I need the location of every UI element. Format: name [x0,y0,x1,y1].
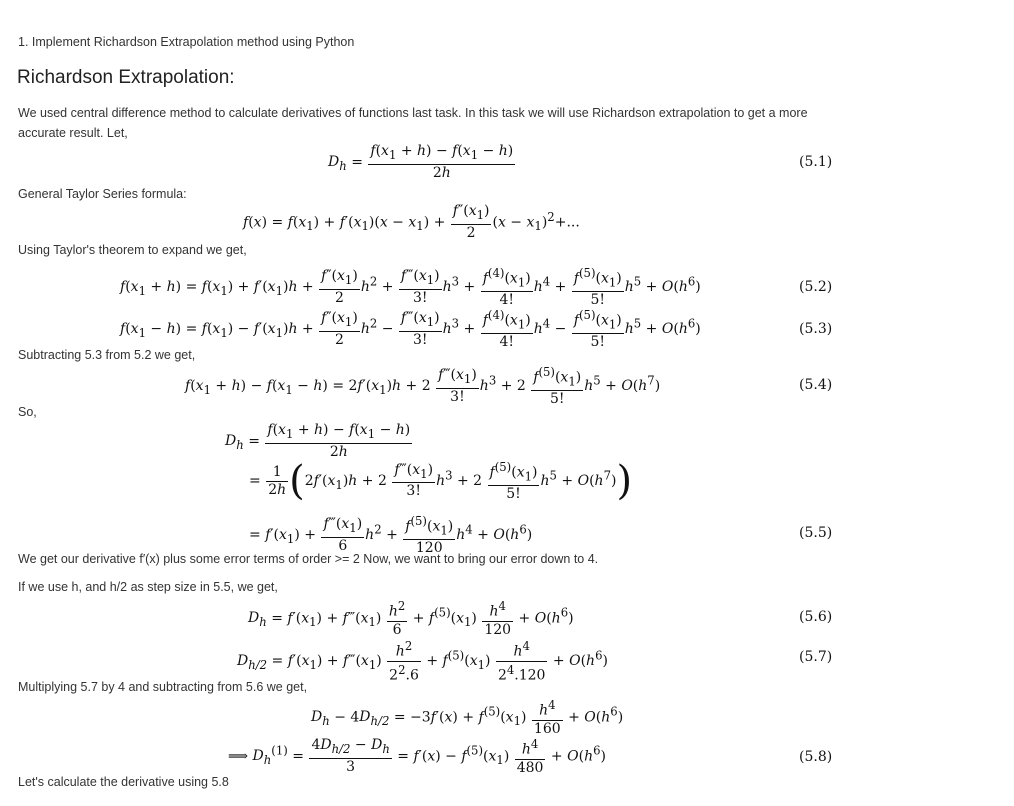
so-label: So, [18,405,37,419]
equation-5-8: ⟹ $D_h^{(1)}$ = $\frac{4D_{h/2} - D_h}{3}$ = $f'(x) - f^{(5)}(x_1)$ $\frac{h^4}{480}$ + $O(h^6)$ [228,736,606,776]
equation-number: (5.6) [799,609,833,625]
equation-number: (5.4) [799,377,833,393]
taylor-label: General Taylor Series formula: [18,187,187,201]
stepsize-text: If we use h, and h/2 as step size in 5.5, we get, [18,580,278,594]
equation-number: (5.1) [799,154,833,170]
equation-derived: $D_h - 4D_{h/2} = -3f'(x) + f^{(5)}(x_1)$ $\frac{h^4}{160}$ + $O(h^6)$ [311,698,624,737]
multiply-text: Multiplying 5.7 by 4 and subtracting from 5.6 we get, [18,680,308,694]
equation-number: (5.7) [799,649,833,665]
intro-paragraph: We used central difference method to calculate derivatives of functions last task. In this task we will use Richardson extrapolation to get a more accurate result. Let, [18,106,808,140]
equation-number: (5.8) [799,749,833,765]
equation-taylor: $f(x) = f(x_1) + f'(x_1)(x - x_1)$ + $\frac{f''(x_1)}{2}$ $(x - x_1)^2+$... [243,203,580,241]
item-heading: 1. Implement Richardson Extrapolation method using Python [18,35,355,49]
error-text: We get our derivative f′(x) plus some error terms of order >= 2 Now, we want to bring our error down to 4. [18,552,599,566]
equation-number: (5.5) [799,525,833,541]
equation-number: (5.2) [799,279,833,295]
equation-5-6: $D_h = f'(x_1)$ + $f‴(x_1)$ $\frac{h^2}{6}$ + $f^{(5)}(x_1)$ $\frac{h^4}{120}$ + $O(h^6)$ [248,599,574,638]
equation-5-2: $f(x_1 + h) = f(x_1) + f'(x_1)h$ + $\frac{f''(x_1)}{2}$ $h^2$ + $\frac{f‴(x_1)}{3!}$ $h^3$ + $\frac{f^{(4)}(x_1)}{4!}$ $h^4$ + $\frac{f^{(5)}(x_1)}{5!}$ $h^5 + O(h^6)$ [120,266,701,309]
final-text: Let's calculate the derivative using 5.8 [18,775,229,789]
equation-5-4: $f(x_1 + h) - f(x_1 - h) = 2f'(x_1)h + 2$ $\frac{f‴(x_1)}{3!}$ $h^3 + 2$ $\frac{f^{(5)}(x_1)}{5!}$ $h^5 + O(h^7)$ [185,365,661,408]
equation-5-5-line-3: = $f'(x_1)$ + $\frac{f‴(x_1)}{6}$ $h^2$ + $\frac{f^{(5)}(x_1)}{120}$ $h^4 + O(h^6)$ [249,514,533,557]
subtract-label: Subtracting 5.3 from 5.2 we get, [18,348,196,362]
equation-5-7: $D_{h/2} = f'(x_1)$ + $f‴(x_1)$ $\frac{h^2}{2^2.6}$ + $f^{(5)}(x_1)$ $\frac{h^4}{2^4.120}$ + $O(h^6)$ [237,639,608,684]
equation-5-3: $f(x_1 - h) = f(x_1) - f'(x_1)h$ + $\frac{f''(x_1)}{2}$ $h^2$ − $\frac{f‴(x_1)}{3!}$ $h^3$ + $\frac{f^{(4)}(x_1)}{4!}$ $h^4$ − $\frac{f^{(5)}(x_1)}{5!}$ $h^5 + O(h^6)$ [120,308,701,351]
equation-5-5-line-2: = $\frac{1}{2h}$ ($2f'(x_1)h + 2$ $\frac{f‴(x_1)}{3!}$ $h^3 + 2$ $\frac{f^{(5)}(x_1)}{5!}$ $h^5 + O(h^7)$) [249,458,633,504]
section-title: Richardson Extrapolation: [17,67,235,88]
equation-5-1: $D_h$ = $\frac{f(x_1 + h) - f(x_1 - h)}{2h}$ [328,143,514,181]
equation-number: (5.3) [799,321,833,337]
equation-5-5-line-1: $D_h$ = $\frac{f(x_1 + h) - f(x_1 - h)}{2h}$ [225,422,411,460]
expand-label: Using Taylor's theorem to expand we get, [18,243,247,257]
